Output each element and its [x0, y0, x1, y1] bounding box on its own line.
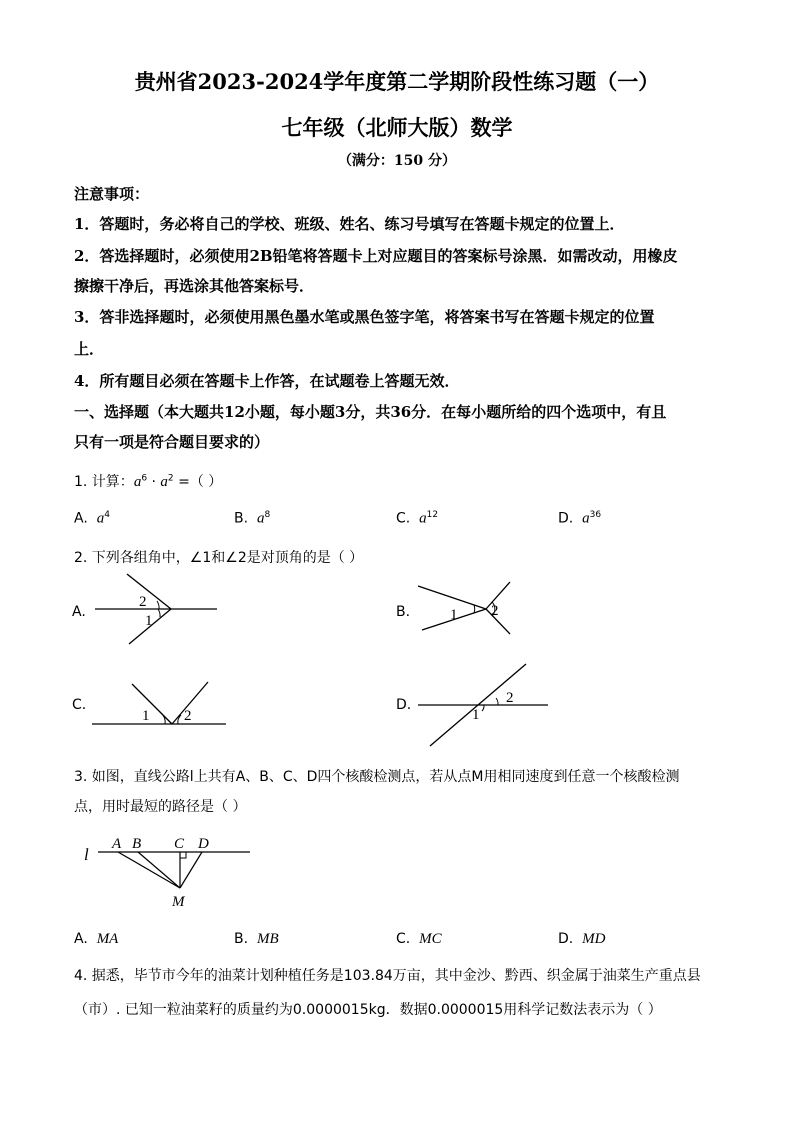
angle-label-2: 2 [506, 690, 514, 706]
option-value: MD [582, 931, 606, 947]
option-base: a [256, 510, 265, 527]
q3-figure [78, 830, 258, 912]
question-4-line-2: （市）. 已知一粒油菜籽的质量约为0.0000015kg．数据0.0000015用科学记数法表示为（ ） [74, 1002, 662, 1018]
option-value: MA [96, 931, 119, 947]
q1-base-2: a [160, 474, 168, 490]
q1-exp-1: 6 [141, 473, 148, 484]
note-1: 1．答题时，务必将自己的学校、班级、姓名、练习号填写在答题卡规定的位置上． [74, 215, 625, 233]
q2-figure-c [88, 678, 233, 730]
question-4-line-1: 4. 据悉，毕节市今年的油菜计划种植任务是103.84万亩，其中金沙、黔西、织金属于油菜生产重点县 [74, 968, 701, 984]
full-score: （满分：150 分） [337, 153, 457, 169]
q1-option-d[interactable] [558, 510, 601, 528]
q2-option-b-label[interactable]: B. [396, 604, 411, 620]
q1-option-a[interactable] [74, 510, 110, 528]
q3-option-b[interactable] [234, 931, 279, 948]
q1-option-c[interactable] [396, 510, 438, 528]
angle-label-2: 2 [139, 594, 147, 610]
q2-option-a-label[interactable]: A. [72, 604, 86, 620]
q2-option-d-label[interactable]: D. [396, 697, 412, 713]
option-label: C. [396, 931, 411, 947]
notes-heading: 注意事项： [74, 185, 150, 203]
option-label: A. [74, 931, 88, 947]
question-1-suffix: =（ ） [178, 474, 223, 490]
angle-label-1: 1 [142, 708, 150, 724]
q2-figure-a [85, 570, 225, 650]
question-3-line-1: 3. 如图，直线公路l上共有A、B、C、D四个核酸检测点，若从点M用相同速度到任意一个核酸检测 [74, 769, 680, 785]
option-base: a [96, 510, 105, 527]
page-title: 贵州省2023-2024学年度第二学期阶段性练习题（一） [134, 69, 660, 94]
note-3-line-1: 3．答非选择题时，必须使用黑色墨水笔或黑色签字笔，将答案书写在答题卡规定的位置 [74, 308, 655, 326]
q2-option-c-label[interactable]: C. [72, 697, 87, 713]
point-label-b: B [132, 836, 142, 852]
q3-option-d[interactable] [558, 931, 605, 948]
q3-option-c[interactable] [396, 931, 442, 948]
line-label-l: l [84, 845, 89, 864]
option-base: a [419, 510, 427, 527]
angle-label-2: 2 [184, 708, 192, 724]
question-2-stem: 2. 下列各组角中，∠1和∠2是对顶角的是（ ） [74, 550, 364, 566]
option-value: MC [419, 931, 442, 947]
option-value: MB [256, 931, 279, 947]
option-exp: 4 [104, 510, 110, 520]
q1-option-b[interactable] [234, 510, 270, 528]
note-4: 4．所有题目必须在答题卡上作答，在试题卷上答题无效． [74, 372, 460, 390]
option-exp: 12 [426, 510, 439, 520]
option-label: B. [234, 510, 249, 527]
section-heading-line-1: 一、选择题（本大题共12小题，每小题3分，共36分．在每小题所给的四个选项中，有且 [74, 403, 667, 421]
question-3-line-2: 点，用时最短的路径是（ ） [74, 799, 247, 815]
q2-figure-b [412, 578, 522, 638]
q2-figure-d [414, 660, 554, 750]
angle-label-2: 2 [491, 603, 499, 619]
option-label: A. [74, 510, 88, 527]
angle-label-1: 1 [472, 707, 480, 723]
question-1-prefix: 1. 计算： [74, 474, 134, 490]
section-heading-line-2: 只有一项是符合题目要求的） [74, 433, 270, 451]
note-2-line-1: 2．答选择题时，必须使用2B铅笔将答题卡上对应题目的答案标号涂黑．如需改动，用橡皮 [74, 247, 678, 265]
point-label-c: C [174, 836, 185, 852]
angle-label-1: 1 [145, 613, 153, 629]
point-label-d: D [198, 836, 209, 852]
q1-base-1: a [133, 474, 142, 490]
point-label-m: M [172, 894, 185, 910]
option-exp: 36 [589, 510, 602, 520]
option-base: a [582, 510, 590, 527]
dot-operator: · [147, 474, 161, 490]
option-label: D. [558, 931, 574, 947]
page-subtitle: 七年级（北师大版）数学 [281, 115, 513, 140]
point-label-a: A [112, 836, 122, 852]
option-label: C. [396, 510, 411, 527]
q1-exp-2: 2 [167, 473, 174, 484]
question-1-stem [74, 471, 222, 491]
option-label: D. [558, 510, 574, 527]
option-exp: 8 [264, 510, 271, 520]
q3-option-a[interactable] [74, 931, 118, 948]
note-3-line-2: 上． [74, 340, 105, 358]
option-label: B. [234, 931, 249, 947]
note-2-line-2: 擦擦干净后，再选涂其他答案标号． [74, 277, 315, 295]
angle-label-1: 1 [450, 607, 458, 623]
